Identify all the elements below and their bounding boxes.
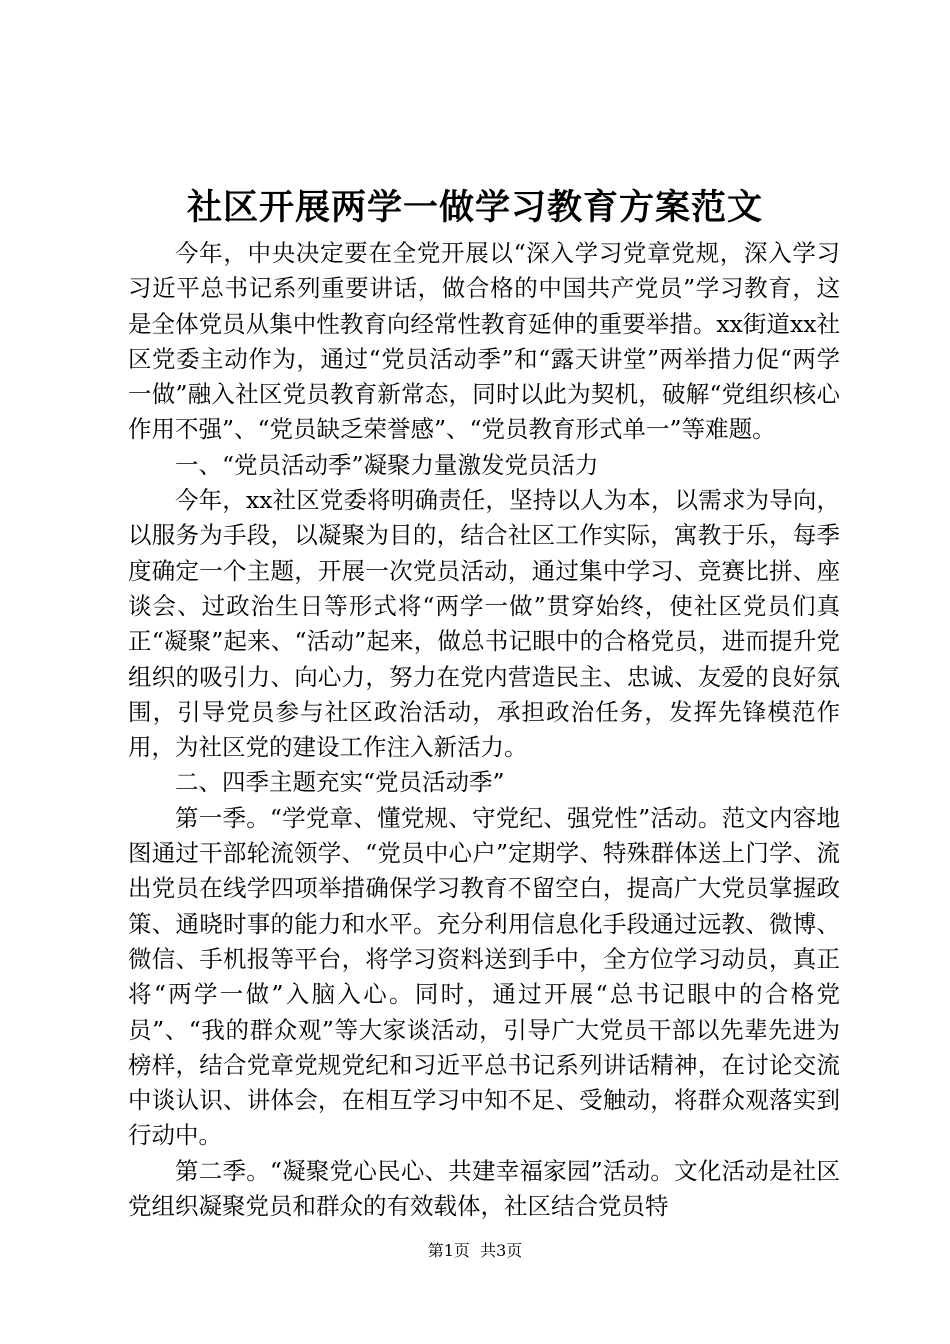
document-title: 社区开展两学一做学习教育方案范文 <box>186 187 763 228</box>
paragraph-season-1: 第一季。“学党章、懂党规、守党纪、强党性”活动。范文内容地图通过干部轮流领学、“党员中心户”定期学、特殊群体送上门学、流出党员在线学四项举措确保学习教育不留空白，提高广大党员掌握政策、通晓时事的能力和水平。充分利用信息化手段通过远教、微博、微信、手机报等平台，将学习资料送到手中，全方位学习动员，真正将“两学一做”入脑入心。同时，通过开展“总书记眼中的合格党员”、“我的群众观”等大家谈活动，引导广大党员干部以先辈先进为榜样，结合党章党规党纪和习近平总书记系列讲话精神，在讨论交流中谈认识、讲体会，在相互学习中知不足、受触动，将群众观落实到行动中。 <box>128 803 840 1150</box>
paragraph-section-1: 今年，xx社区党委将明确责任，坚持以人为本，以需求为导向，以服务为手段，以凝聚为目的，结合社区工作实际，寓教于乐，每季度确定一个主题，开展一次党员活动，通过集中学习、竞赛比拼、座谈会、过政治生日等形式将“两学一做”贯穿始终，使社区党员们真正“凝聚”起来、“活动”起来，做总书记眼中的合格党员，进而提升党组织的吸引力、向心力，努力在党内营造民主、忠诚、友爱的良好氛围，引导党员参与社区政治活动，承担政治任务，发挥先锋模范作用，为社区党的建设工作注入新活力。 <box>128 486 840 762</box>
document-body <box>128 236 840 1224</box>
section-heading-1: 一、“党员活动季”凝聚力量激发党员活力 <box>175 450 599 479</box>
footer-spacer <box>470 1241 480 1260</box>
paragraph-season-2: 第二季。“凝聚党心民心、共建幸福家园”活动。文化活动是社区党组织凝聚党员和群众的有效载体，社区结合党员特 <box>128 1156 840 1221</box>
page-footer <box>0 1240 950 1262</box>
page-total: 共3页 <box>480 1241 523 1260</box>
page-number: 第1页 <box>427 1241 470 1260</box>
paragraph-intro: 今年，中央决定要在全党开展以“深入学习党章党规，深入学习习近平总书记系列重要讲话，做合格的中国共产党员”学习教育，这是全体党员从集中性教育向经常性教育延伸的重要举措。xx街道xx社区党委主动作为，通过“党员活动季”和“露天讲堂”两举措力促“两学一做”融入社区党员教育新常态，同时以此为契机，破解“党组织核心作用不强”、“党员缺乏荣誉感”、“党员教育形式单一”等难题。 <box>128 239 840 444</box>
section-heading-2: 二、四季主题充实“党员活动季” <box>175 768 505 797</box>
